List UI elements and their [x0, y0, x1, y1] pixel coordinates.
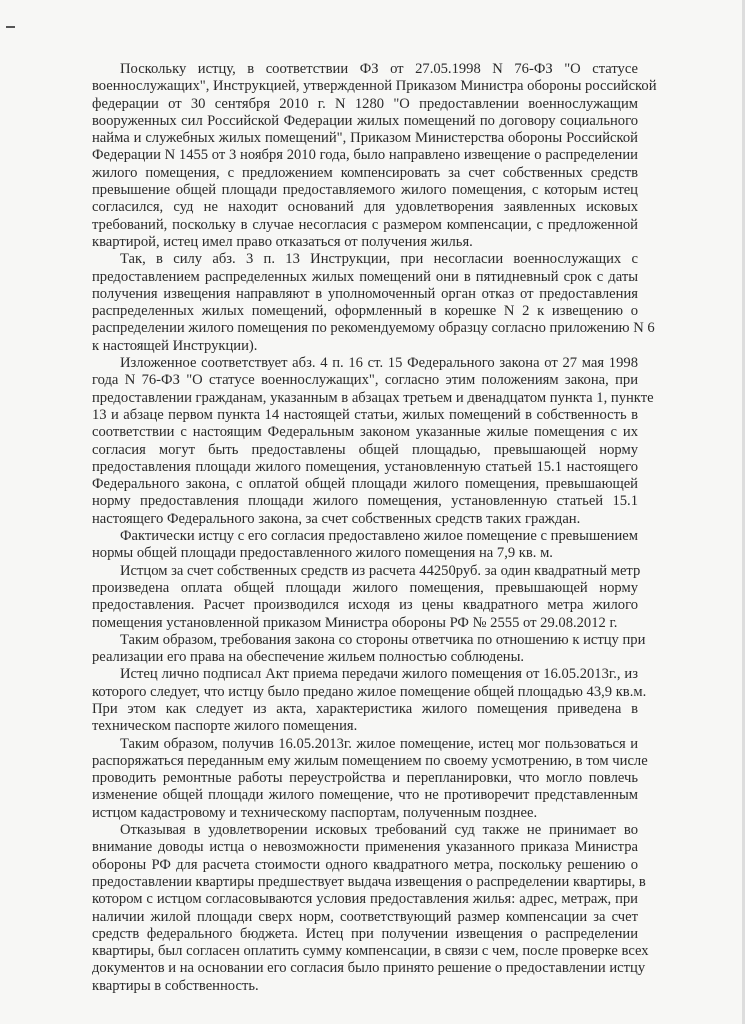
paragraph [92, 562, 641, 632]
text-line: превышение общей площади предоставляемого жилого помещения, с которым истец [92, 182, 638, 199]
text-line: документов и на основании его согласия было принято решение о предоставлении истцу [92, 960, 646, 977]
text-line: соответствии с настоящим Федеральным законом указанные жилые помещения с их [92, 424, 638, 441]
document-page [92, 61, 657, 995]
text-line: норму предоставления площади жилого помещения, установленную статьей 15.1 [92, 493, 638, 510]
text-line: Поскольку истцу, в соответствии ФЗ от 27.05.1998 N 76-ФЗ "О статусе [120, 61, 638, 77]
text-line: реализации его права на обеспечение жильем полностью соблюдены. [92, 649, 525, 666]
text-line: требований, поскольку в случае несогласия с размером компенсации, с предложенной [92, 216, 638, 233]
text-line: Фактически истцу с его согласия предоставлено жилое помещение с превышением [120, 528, 638, 545]
text-line: При этом как следует из акта, характеристика жилого помещения приведена в [92, 700, 638, 717]
text-line: помещения установленной приказом Министра обороны РФ № 2555 от 29.08.2012 г. [92, 614, 618, 631]
text-line: квартиры, был согласен оплатить сумму компенсации, в связи с чем, после проверке всех [92, 943, 649, 960]
paragraph [92, 528, 638, 563]
text-line: федерации от 30 сентября 2010 г. N 1280 "О предоставлении военнослужащим [92, 95, 638, 112]
text-line: предоставления. Расчет производился исходя из цены квадратного метра жилого [92, 597, 638, 614]
text-line: истцом кадастровому и техническому паспортам, полученным позднее. [92, 804, 538, 821]
text-line: получения извещения направляют в уполномоченный орган отказ от предоставления [92, 285, 638, 302]
paragraph [92, 631, 646, 667]
text-line: Истцом за счет собственных средств из расчета 44250руб. за один квадратный метр [120, 562, 641, 579]
text-line: Таким образом, требования закона со стороны ответчика по отношению к истцу при [120, 631, 646, 648]
text-line: предоставлением распределенных жилых помещений они в пятидневный срок с даты [92, 268, 638, 285]
text-line: предоставлении квартиры предшествует выдача извещения о распределении квартиры, в [92, 873, 646, 890]
text-line: 13 и абзаце первом пункта 14 настоящей статьи, жилых помещений в собственность в [92, 406, 638, 423]
text-line: квартирой, истец имел право отказаться от получения жилья. [92, 233, 473, 250]
text-line: согласия могут быть предоставлены общей площадью, превышающей норму [92, 441, 638, 458]
paragraph [92, 61, 657, 251]
text-line: внимание доводы истца о невозможности применения указанного приказа Министра [92, 839, 638, 856]
paragraph [92, 666, 647, 735]
text-line: нормы общей площади предоставленного жилого помещения на 7,9 кв. м. [92, 545, 553, 562]
text-line: Отказывая в удовлетворении исковых требований суд также не принимает во [120, 822, 638, 839]
text-line: распоряжаться переданным ему жилым помещением по своему усмотрению, в том числе [92, 752, 648, 769]
text-line: Истец лично подписал Акт приема передачи жилого помещения от 16.05.2013г., из [120, 666, 638, 683]
text-line: вооруженных сил Российской Федерации жилых помещений по договору социального [92, 112, 638, 129]
paragraph [92, 822, 649, 995]
text-line: обороны РФ для расчета стоимости одного квадратного метра, поскольку решению о [92, 856, 638, 873]
text-line: проводить ремонтные работы переустройства и перепланировки, что могло повлечь [92, 770, 638, 787]
text-line: Федерации N 1455 от 3 ноября 2010 года, было направлено извещение о распределении [92, 147, 638, 164]
text-line: к настоящей Инструкции). [92, 337, 258, 354]
paragraph [92, 251, 655, 355]
text-line: распределенных жилых помещений, оформленный в корешке N 2 к извещению о [92, 303, 638, 320]
text-line: настоящего Федерального закона, за счет собственных средств таких граждан. [92, 510, 581, 527]
text-line: распределении жилого помещения по рекомендуемому образцу согласно приложению N 6 [92, 320, 655, 337]
text-line: наличии жилой площади сверх норм, соответствующий размер компенсации за счет [92, 908, 638, 925]
scan-mark [6, 26, 15, 28]
text-line: предоставления площади жилого помещения, установленную статьей 15.1 настоящего [92, 458, 638, 475]
paragraph [92, 735, 648, 822]
text-line: Так, в силу абз. 3 п. 13 Инструкции, при несогласии военнослужащих с [120, 251, 638, 268]
text-line: Изложенное соответствует абз. 4 п. 16 ст. 15 Федерального закона от 27 мая 1998 [120, 355, 638, 372]
text-line: котором с истцом согласовываются условия предоставления жилья: адрес, метраж, при [92, 891, 638, 908]
paragraph [92, 355, 654, 528]
text-line: квартиры в собственность. [92, 977, 259, 994]
text-line: которого следует, что истцу было предано жилое помещение общей площадью 43,9 кв.м. [92, 683, 647, 700]
text-line: произведена оплата общей площади жилого помещения, превышающей норму [92, 579, 638, 596]
text-line: предоставлении гражданам, указанным в абзацах третьем и двенадцатом пункта 1, пункте [92, 389, 654, 406]
text-line: согласился, суд не находит оснований для удовлетворения заявленных исковых [92, 199, 638, 216]
text-line: Таким образом, получив 16.05.2013г. жилое помещение, истец мог пользоваться и [120, 735, 638, 752]
text-line: средств федерального бюджета. Истец при получении извещения о распределении [92, 925, 638, 942]
text-line: изменение общей площади жилого помещение, что не противоречит представленным [92, 787, 638, 804]
text-line: Федерального закона, с оплатой общей площади жилого помещения, превышающей [92, 476, 638, 493]
text-line: техническом паспорте жилого помещения. [92, 718, 358, 735]
text-line: военнослужащих", Инструкцией, утвержденной Приказом Министра обороны российской [92, 78, 657, 95]
text-line: жилого помещения, с предложением компенсировать за счет собственных средств [92, 164, 638, 181]
text-line: найма и служебных жилых помещений", Приказом Министерства обороны Российской [92, 130, 638, 147]
text-line: года N 76-ФЗ "О статусе военнослужащих", согласно этим положениям закона, при [92, 372, 638, 389]
